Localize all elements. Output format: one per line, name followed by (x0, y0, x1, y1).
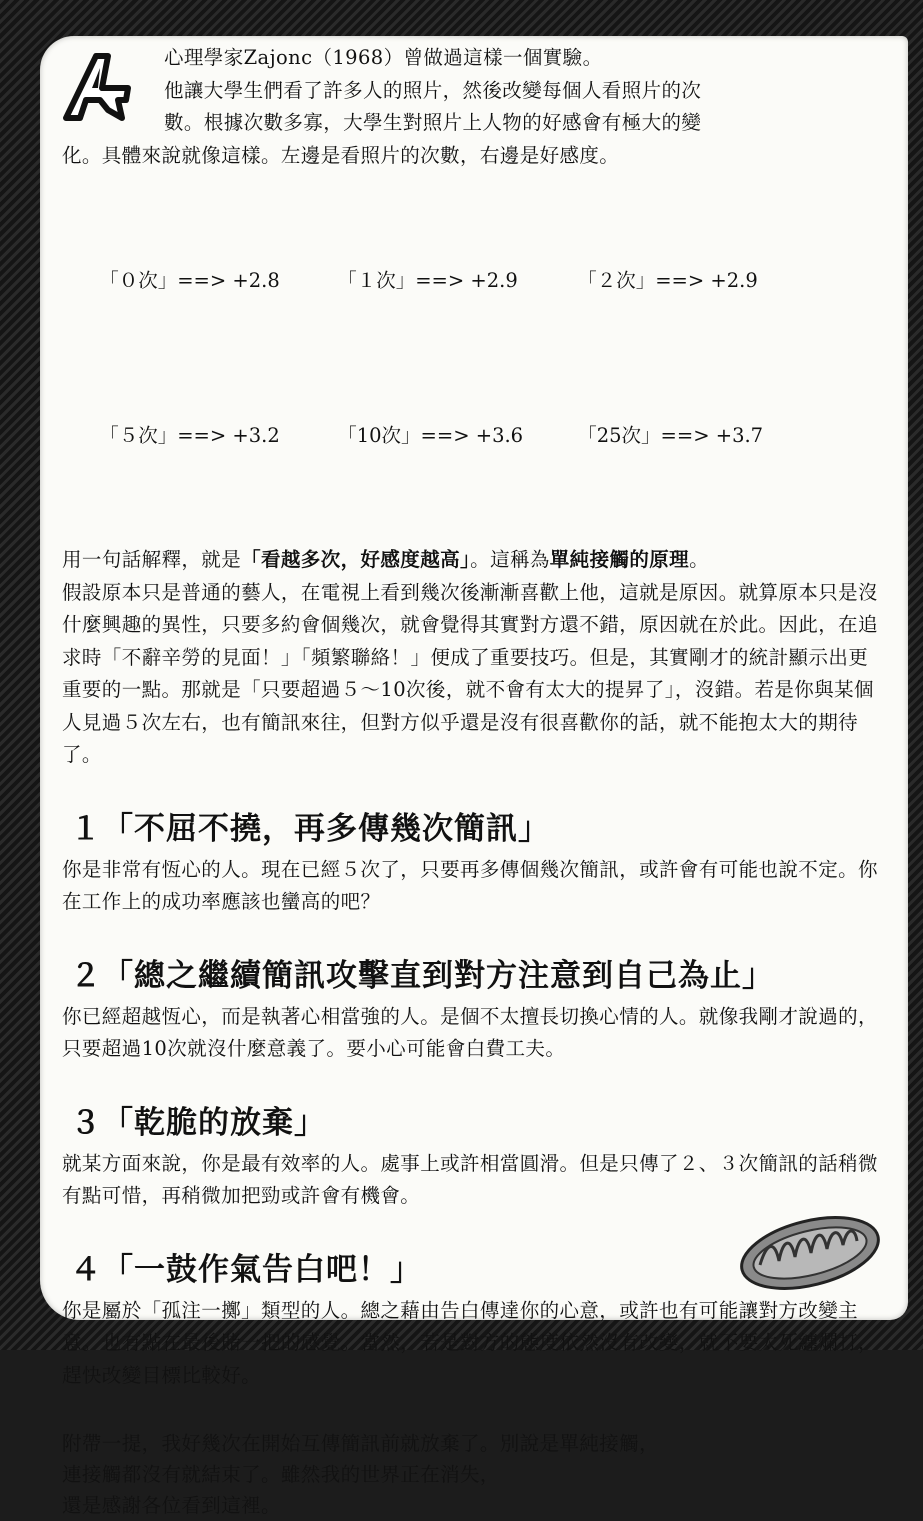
intro-line-3: 數。根據次數多寡，大學生對照片上人物的好感會有極大的變 (164, 111, 702, 134)
stat-2: 「２次」==> +2.9 (577, 269, 758, 292)
stats-table (62, 172, 886, 544)
body-paragraph: 假設原本只是普通的藝人，在電視上看到幾次後漸漸喜歡上他，這就是原因。就算原本只是沒什麼興趣的異性，只要多約會個幾次，就會覺得其實對方還不錯，原因就在於此。因此，在追求時「不辭辛勞的見面！」「頻繁聯絡！」便成了重要技巧。但是，其實剛才的統計顯示出更重要的一點。那就是「只要超過５～10次後，就不會有太大的提昇了」，沒錯。若是你與某個人見過５次左右，也有簡訊來往，但對方似乎還是沒有很喜歡你的話，就不能抱太大的期待了。 (62, 580, 878, 766)
stat-0: 「０次」==> +2.8 (99, 269, 280, 292)
closing-line-3: 還是感謝各位看到這裡。 (62, 1494, 281, 1517)
answer-1-text: 你是非常有恆心的人。現在已經５次了，只要再多傳個幾次簡訊，或許會有可能也說不定。你在工作上的成功率應該也蠻高的吧？ (62, 857, 878, 913)
intro-line-2: 他讓大學生們看了許多人的照片，然後改變每個人看照片的次 (164, 78, 702, 102)
explanation (62, 544, 886, 577)
stat-5: 「５次」==> +3.2 (99, 424, 280, 447)
answer-4-text: 你是屬於「孤注一擲」類型的人。總之藉由告白傳達你的心意，或許也有可能讓對方改變主意。也有點在最後賭一把的感覺。當然，若是對方的態度依然沒有改變，就不要太死纏爛打，趕快改變目標比較好。 (62, 1298, 878, 1387)
explanation-term: 單純接觸的原理 (549, 548, 690, 571)
answer-2-text: 你已經超越恆心，而是執著心相當強的人。是個不太擅長切換心情的人。就像我剛才說過的，只要超過10次就沒什麼意義了。要小心可能會白費工夫。 (62, 1004, 878, 1060)
mitochondria-icon (735, 1213, 885, 1293)
answer-1-heading: １「不屈不撓，再多傳幾次簡訊」 (70, 810, 550, 847)
stat-1: 「１次」==> +2.9 (337, 269, 518, 292)
stats-row (62, 234, 886, 327)
closing-line-1: 附帶一提，我好幾次在開始互傳簡訊前就放棄了。別說是單純接觸， (62, 1432, 660, 1455)
intro-line-4: 化。具體來說就像這樣。左邊是看照片的次數，右邊是好感度。 (62, 143, 620, 167)
explanation-emphasis: 「看越多次，好感度越高」 (241, 548, 471, 571)
explanation-text: 。這稱為 (470, 548, 550, 571)
stats-row (62, 389, 886, 482)
closing-line-2: 連接觸都沒有就結束了。雖然我的世界正在消失， (62, 1463, 500, 1486)
explanation-text: 用一句話解釋，就是 (62, 548, 242, 571)
intro-line-1: 心理學家Zajonc（1968）曾做過這樣一個實驗。 (164, 46, 603, 69)
answer-4-heading: ４「一鼓作氣告白吧！」 (70, 1251, 422, 1288)
stat-10: 「10次」==> +3.6 (337, 424, 524, 447)
answer-text (62, 42, 886, 1521)
stat-25: 「25次」==> +3.7 (577, 424, 764, 447)
answer-3-text: 就某方面來說，你是最有效率的人。處事上或許相當圓滑。但是只傳了２、３次簡訊的話稍微有點可惜，再稍微加把勁或許會有機會。 (62, 1151, 878, 1207)
answer-2-heading: ２「總之繼續簡訊攻擊直到對方注意到自己為止」 (70, 957, 774, 994)
explanation-text: 。 (689, 548, 709, 571)
answer-3-heading: ３「乾脆的放棄」 (70, 1104, 326, 1141)
